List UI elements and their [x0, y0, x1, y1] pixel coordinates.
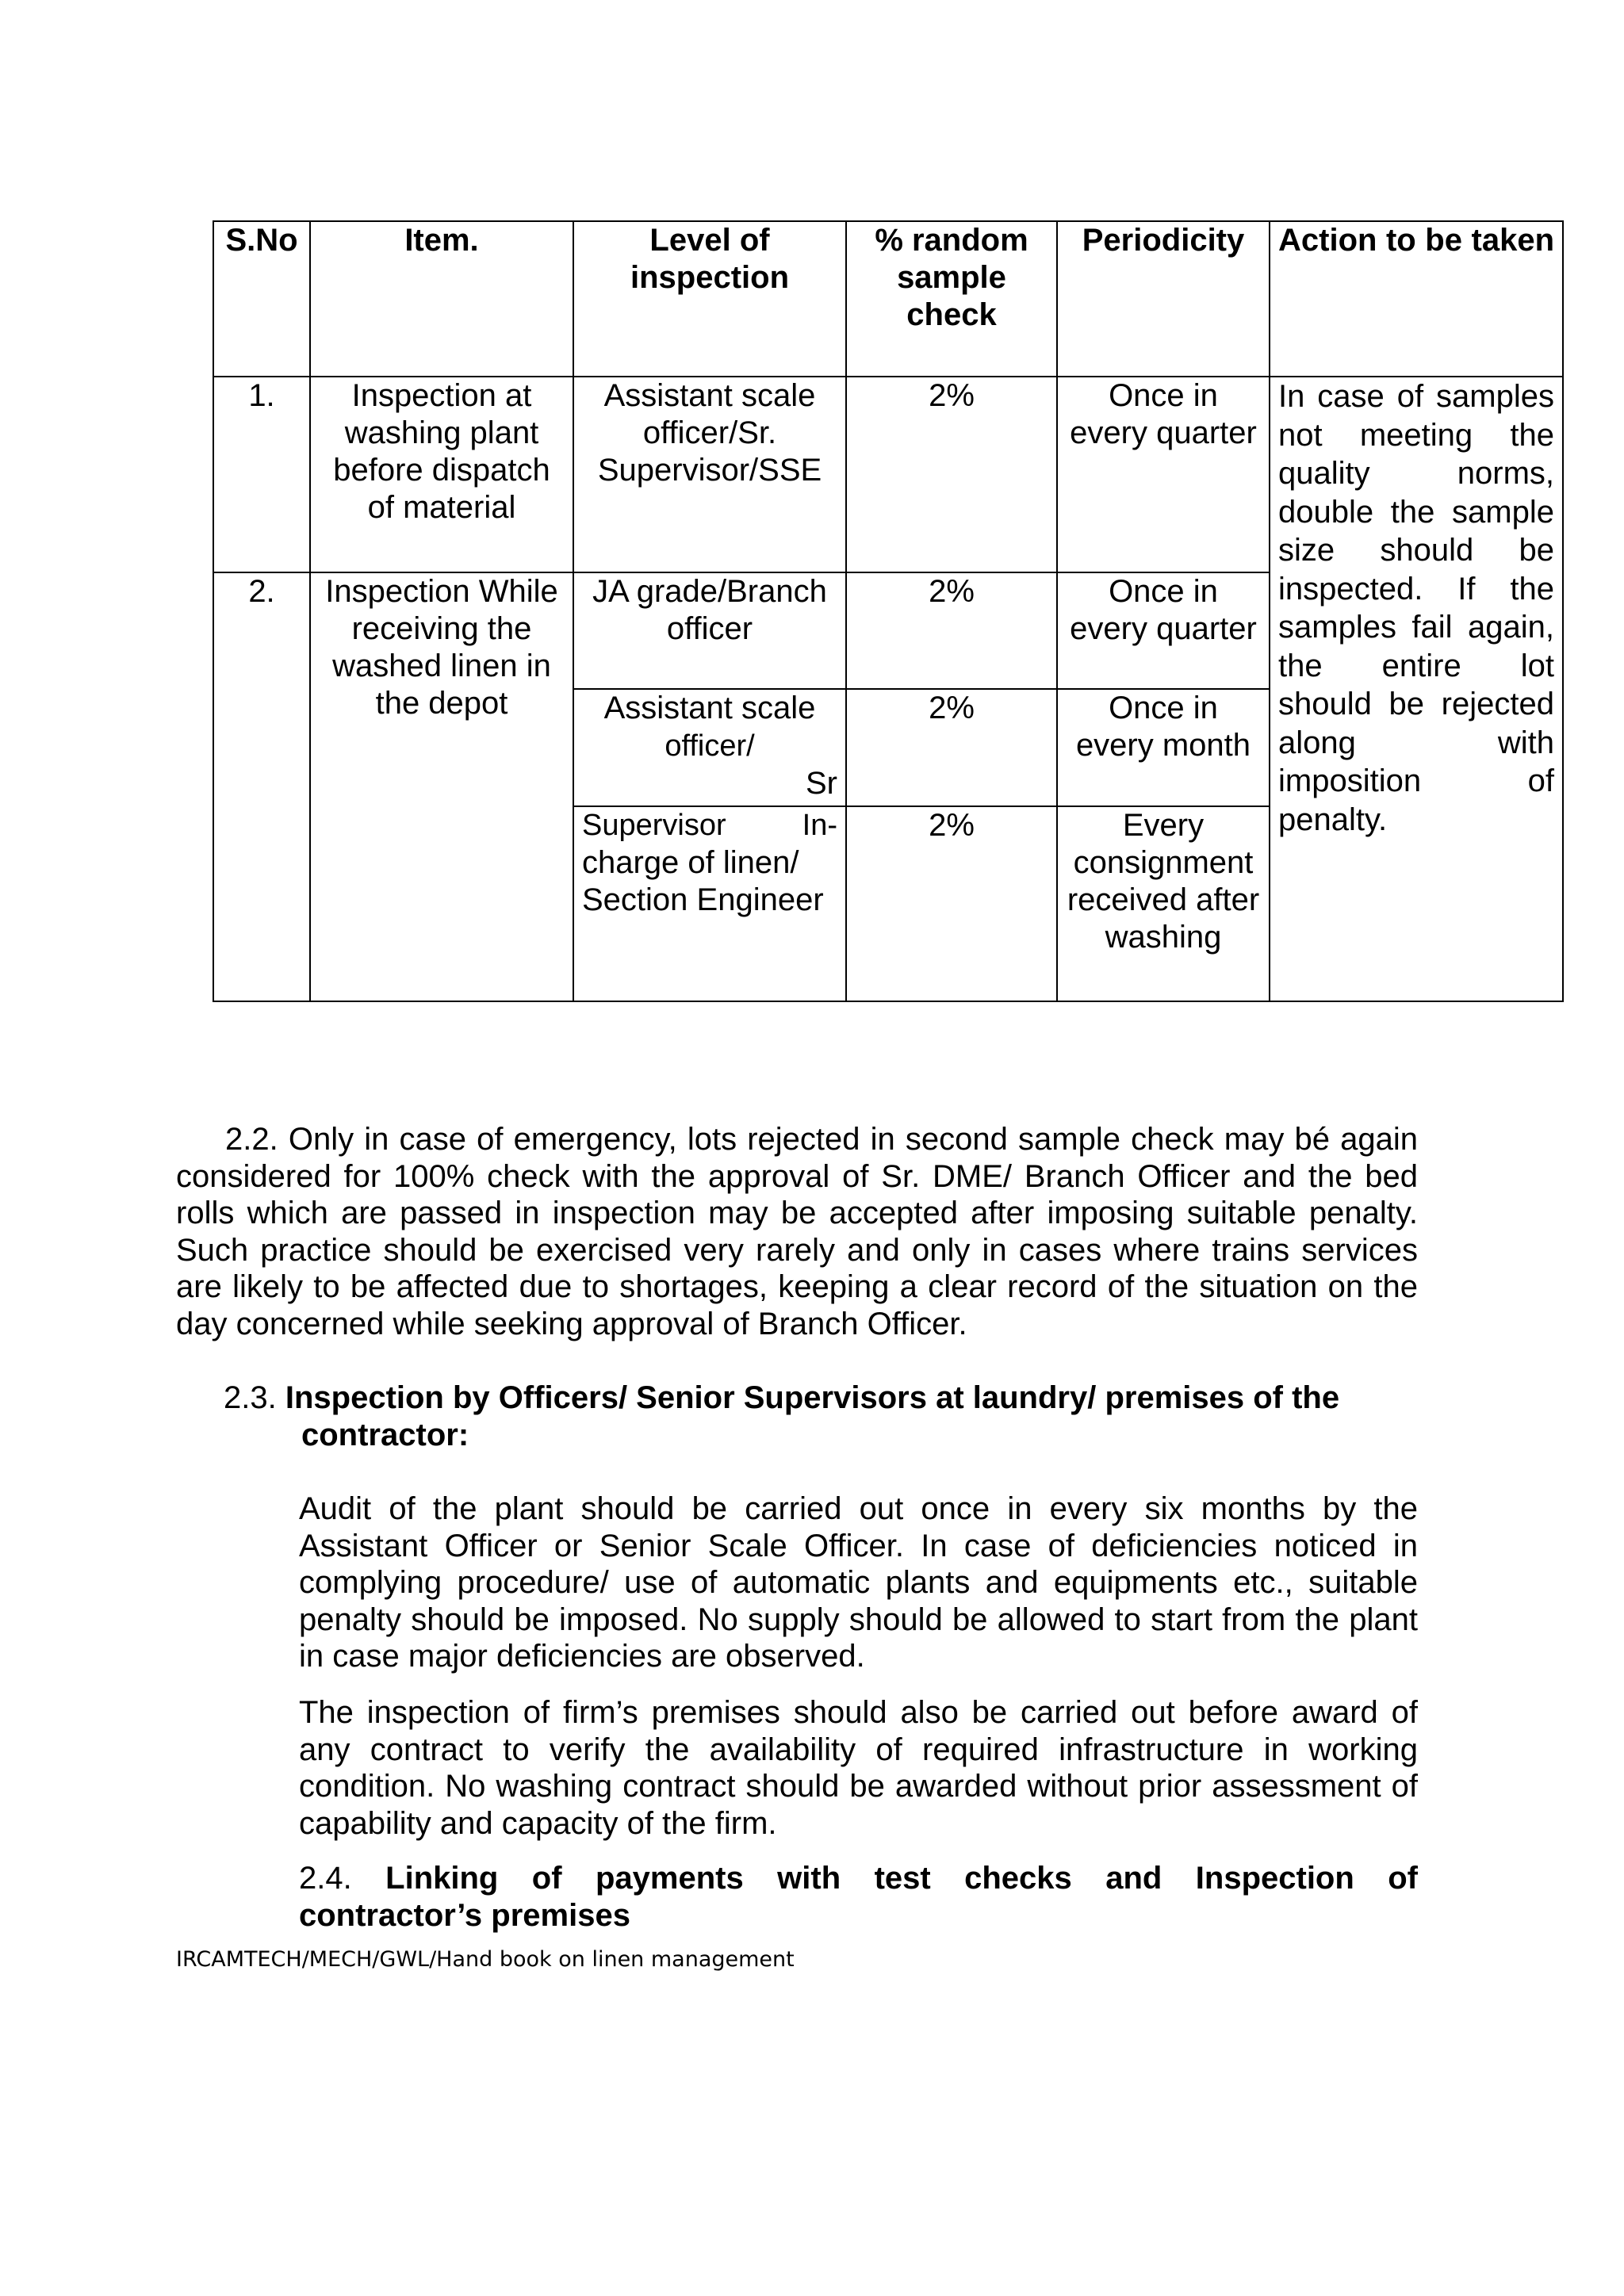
row1-sno: 1. — [213, 377, 310, 572]
row2c-percent: 2% — [846, 806, 1057, 1001]
header-item: Item. — [310, 221, 573, 377]
heading-2-3 — [224, 1380, 1397, 1453]
paragraph-2-3-premises: The inspection of firm’s premises should also be carried out before award of any contract to verify the availability of required infrastructure in working condition. No washing contract should be awarded without prior assessment of capability and capacity of the firm. — [299, 1695, 1418, 1841]
row2b-level-line1: Assistant scale — [603, 690, 816, 725]
row2a-percent: 2% — [846, 572, 1057, 688]
header-level: Level of inspection — [573, 221, 846, 377]
row2a-periodicity: Once in every quarter — [1057, 572, 1270, 688]
heading-2-4-number: 2.4. — [299, 1861, 352, 1896]
row2c-level-line1: Supervisor In- — [582, 808, 837, 842]
heading-2-4-line2: contractor’s premises — [299, 1898, 630, 1933]
row2b-level-line2: officer/ — [665, 729, 755, 763]
header-periodicity: Periodicity — [1057, 221, 1270, 377]
heading-2-3-number: 2.3. — [224, 1380, 277, 1415]
row2b-level-line3: Sr — [806, 765, 837, 801]
heading-2-3-line2: contractor: — [301, 1417, 469, 1452]
row2c-periodicity: Every consignment received after washing — [1057, 806, 1270, 1001]
table-header-row — [213, 221, 1563, 377]
heading-2-4-line1: Linking of payments with test checks and Inspection of — [385, 1861, 1418, 1896]
table-row — [213, 377, 1563, 572]
paragraph-2-2: 2.2. Only in case of emergency, lots rejected in second sample check may bé again considered for 100% check with the approval of Sr. DME/ Branch Officer and the bed rolls which are passed in inspection may be accepted after imposing suitable penalty. Such practice should be exercised very rarely and only in cases where trains services are likely to be affected due to shortages, keeping a clear record of the situation on the day concerned while seeking approval of Branch Officer. — [176, 1122, 1418, 1341]
row2c-level-line2: charge of linen/ Section Engineer — [582, 844, 824, 917]
row2a-level: JA grade/Branch officer — [573, 572, 846, 688]
header-percent: % random sample check — [846, 221, 1057, 377]
paragraph-2-3-audit: Audit of the plant should be carried out once in every six months by the Assistant Officer or Senior Scale Officer. In case of deficiencies noticed in complying procedure/ use of automatic plants and equipments etc., suitable penalty should be imposed. No supply should be allowed to start from the plant in case major deficiencies are observed. — [299, 1491, 1418, 1674]
row2-item: Inspection While receiving the washed linen in the depot — [310, 572, 573, 1001]
row2b-percent: 2% — [846, 689, 1057, 806]
row1-level: Assistant scale officer/Sr. Supervisor/SSE — [573, 377, 846, 572]
row1-periodicity: Once in every quarter — [1057, 377, 1270, 572]
row1-item: Inspection at washing plant before dispatch of material — [310, 377, 573, 572]
heading-2-4 — [299, 1860, 1418, 1897]
heading-2-3-line1: Inspection by Officers/ Senior Supervisors at laundry/ premises of the — [285, 1380, 1340, 1415]
header-sno: S.No — [213, 221, 310, 377]
header-action: Action to be taken — [1270, 221, 1563, 377]
row2b-level — [573, 689, 846, 806]
row2b-periodicity: Once in every month — [1057, 689, 1270, 806]
row1-percent: 2% — [846, 377, 1057, 572]
inspection-table — [213, 220, 1564, 1002]
page-footer: IRCAMTECH/MECH/GWL/Hand book on linen management — [176, 1947, 795, 1972]
row2c-level — [573, 806, 846, 1001]
row2-sno: 2. — [213, 572, 310, 1001]
action-cell: In case of samples not meeting the quality norms, double the sample size should be inspected. If the samples fail again, the entire lot should be rejected along with imposition of penalty. — [1270, 377, 1563, 1001]
